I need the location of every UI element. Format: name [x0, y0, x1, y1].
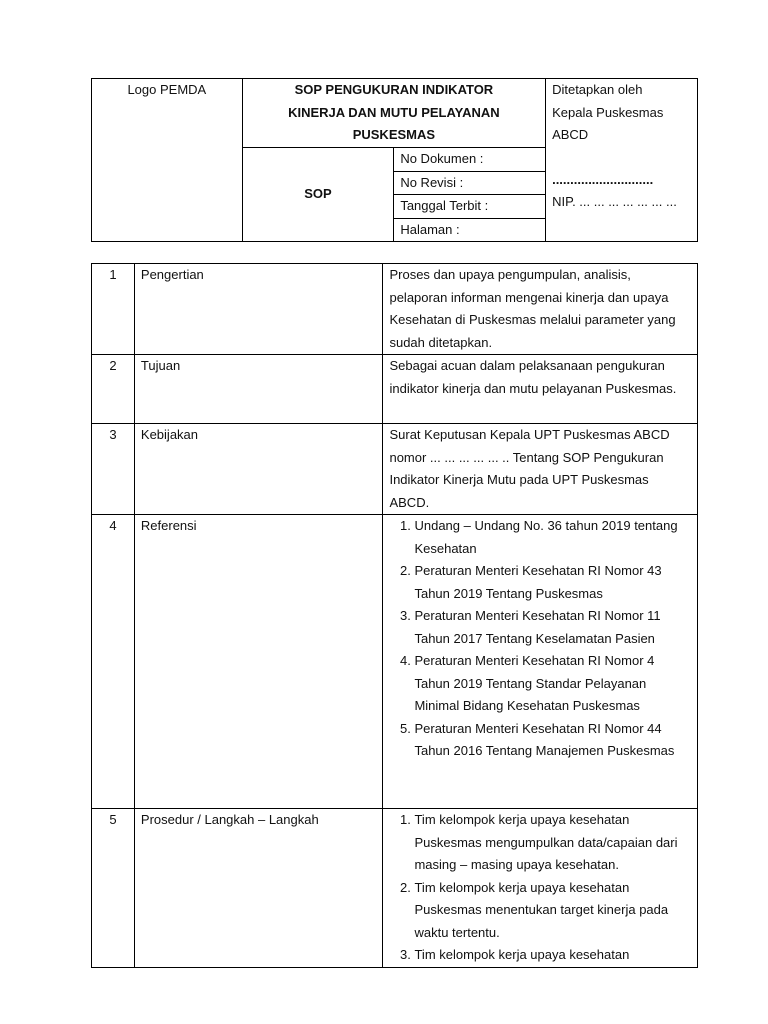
row-content: Sebagai acuan dalam pelaksanaan pengukuran indikator kinerja dan mutu pelayanan Puskesmas.	[383, 355, 698, 424]
meta-no-revisi: No Revisi :	[394, 171, 546, 195]
row-title: Tujuan	[134, 355, 383, 424]
sop-label-cell	[242, 148, 394, 242]
list-item: 4. Peraturan Menteri Kesehatan RI Nomor 4 Tahun 2019 Tentang Standar Pelayanan Minimal Bidang Kesehatan Puskesmas	[414, 650, 691, 718]
list-item: 2. Tim kelompok kerja upaya kesehatan Puskesmas menentukan target kinerja pada waktu tertentu.	[414, 877, 691, 945]
meta-no-dokumen: No Dokumen :	[394, 148, 546, 172]
row-number: 1	[92, 264, 135, 355]
row-number: 2	[92, 355, 135, 424]
document-header-table	[91, 78, 698, 242]
title-line: KINERJA DAN MUTU PELAYANAN	[288, 104, 500, 120]
nip-field: NIP. ... ... ... ... ... ... ...	[552, 194, 677, 209]
row-number: 3	[92, 424, 135, 515]
procedure-list	[389, 809, 691, 967]
approval-text: Kepala Puskesmas	[552, 104, 664, 120]
title-line: SOP PENGUKURAN INDIKATOR	[294, 82, 494, 97]
list-item: 1. Undang – Undang No. 36 tahun 2019 tentang Kesehatan	[414, 515, 691, 560]
logo-label: Logo PEMDA	[127, 82, 207, 97]
list-item: 3. Peraturan Menteri Kesehatan RI Nomor 11 Tahun 2017 Tentang Keselamatan Pasien	[414, 605, 691, 650]
signature-line: ............................	[552, 171, 654, 187]
sop-content-table	[91, 263, 698, 968]
table-row	[92, 515, 698, 809]
list-item: 5. Peraturan Menteri Kesehatan RI Nomor 44 Tahun 2016 Tentang Manajemen Puskesmas	[414, 718, 691, 763]
reference-list	[389, 515, 691, 763]
table-row	[92, 809, 698, 968]
document-title	[242, 79, 545, 148]
row-content: Proses dan upaya pengumpulan, analisis, pelaporan informan mengenai kinerja dan upaya Kesehatan di Puskesmas melalui parameter yang sudah ditetapkan.	[383, 264, 698, 355]
sop-label: SOP	[304, 186, 332, 202]
row-number: 5	[92, 809, 135, 968]
approval-cell	[546, 79, 698, 242]
logo-cell	[92, 79, 243, 242]
meta-halaman: Halaman :	[394, 218, 546, 242]
approval-text: ABCD	[552, 127, 589, 142]
row-title: Prosedur / Langkah – Langkah	[134, 809, 383, 968]
list-item: 2. Peraturan Menteri Kesehatan RI Nomor 43 Tahun 2019 Tentang Puskesmas	[414, 560, 691, 605]
table-row	[92, 355, 698, 424]
approval-text: Ditetapkan oleh	[552, 82, 643, 97]
row-content: Surat Keputusan Kepala UPT Puskesmas ABCD nomor ... ... ... ... ... .. Tentang SOP Pengukuran Indikator Kinerja Mutu pada UPT Puskesmas ABCD.	[383, 424, 698, 515]
row-title: Kebijakan	[134, 424, 383, 515]
row-title: Referensi	[134, 515, 383, 809]
title-line: PUSKESMAS	[352, 127, 436, 142]
row-title: Pengertian	[134, 264, 383, 355]
row-content	[383, 515, 698, 809]
row-content	[383, 809, 698, 968]
row-number: 4	[92, 515, 135, 809]
list-item: 3. Tim kelompok kerja upaya kesehatan	[414, 944, 691, 967]
table-row	[92, 424, 698, 515]
table-row	[92, 264, 698, 355]
meta-tanggal-terbit: Tanggal Terbit :	[394, 195, 546, 219]
list-item: 1. Tim kelompok kerja upaya kesehatan Puskesmas mengumpulkan data/capaian dari masing – masing upaya kesehatan.	[414, 809, 691, 877]
